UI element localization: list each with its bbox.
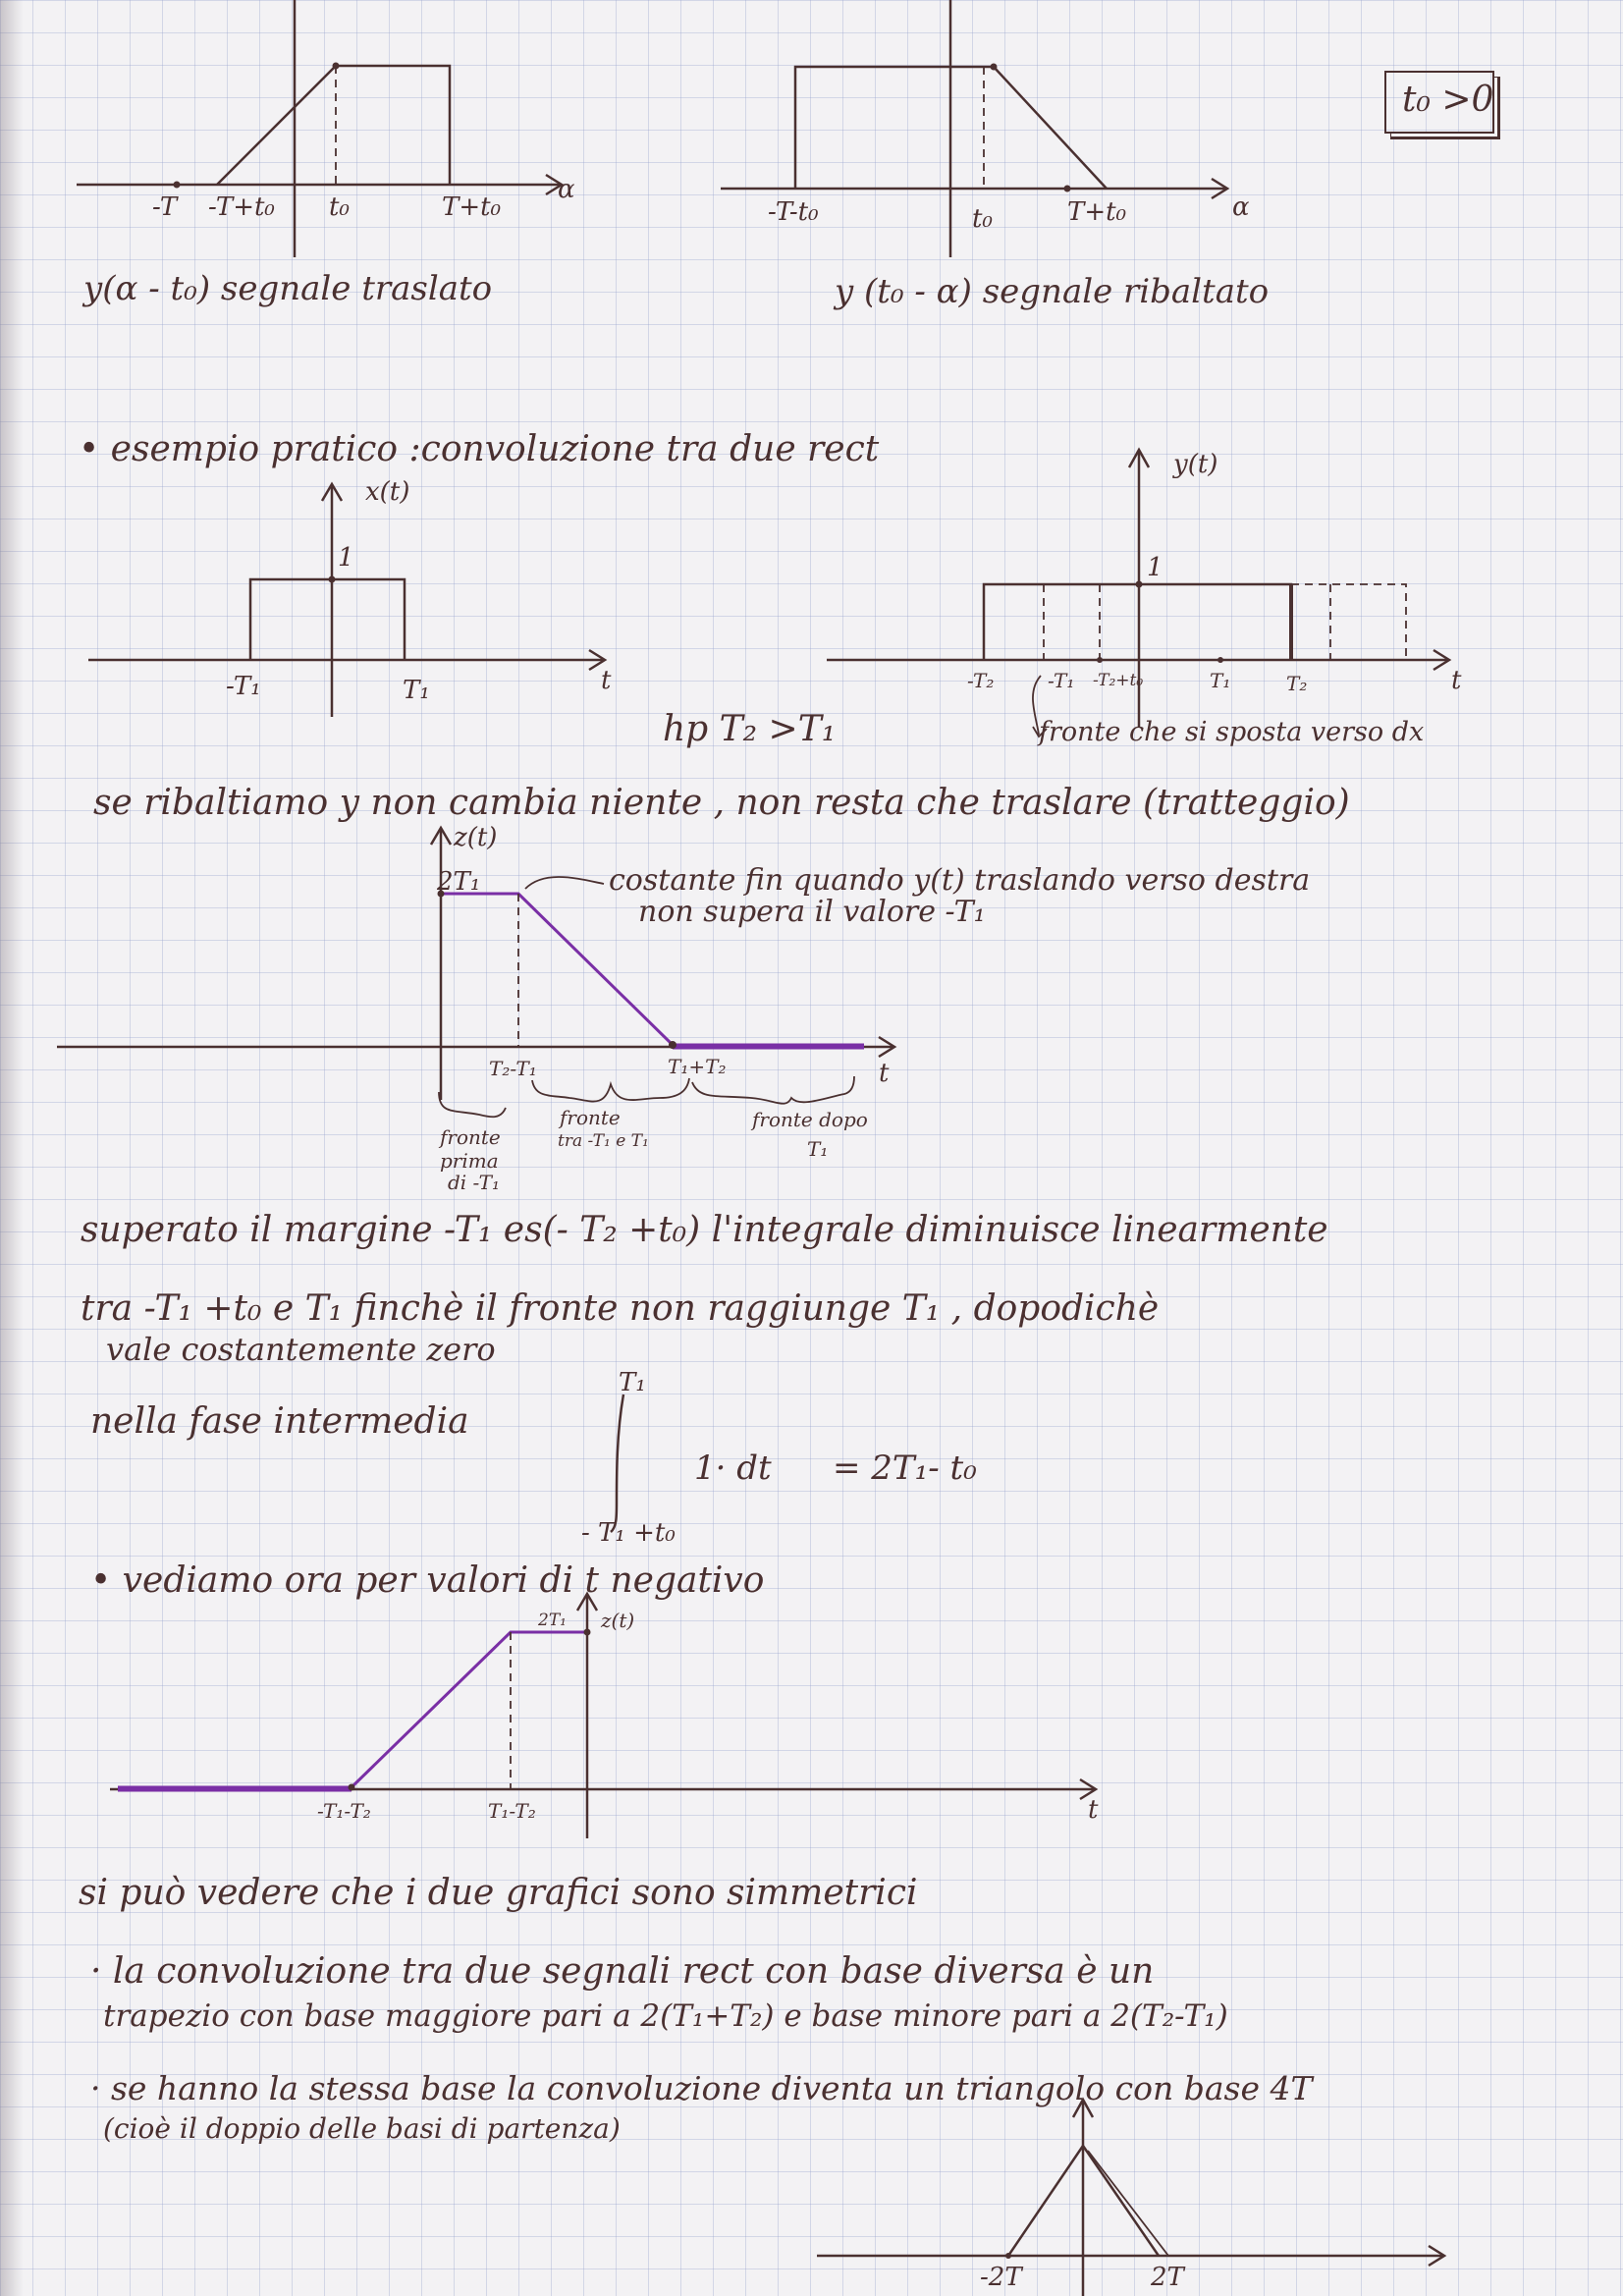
fig5-axis-label: t	[879, 1059, 890, 1088]
fig4-tick-5: T₂	[1286, 672, 1308, 695]
line-vale: vale costantemente zero	[106, 1331, 496, 1368]
fig5-brace1-line2: prima	[440, 1149, 499, 1173]
fig3-tick-2: T₁	[403, 676, 430, 705]
example-title: • esempio pratico :convoluzione tra due rect	[79, 429, 880, 469]
integral-upper: T₁	[619, 1368, 646, 1397]
fig4-tick-4: T₁	[1210, 669, 1231, 692]
integral-result: = 2T₁- t₀	[833, 1449, 977, 1488]
fig1-caption: y(α - t₀) segnale traslato	[83, 269, 493, 308]
fig4-tick-3: -T₂+t₀	[1093, 671, 1144, 690]
fig2-tick-1: -T-t₀	[768, 197, 819, 227]
line-convoluzione-2: trapezio con base maggiore pari a 2(T₁+T₂) e base minore pari a 2(T₂-T₁)	[103, 1998, 1228, 2034]
fig6-level: 2T₁	[538, 1611, 567, 1630]
integral-lower: - T₁ +t₀	[581, 1518, 676, 1548]
fig1-tick-2: -T+t₀	[208, 192, 275, 222]
line-stessa-1: · se hanno la stessa base la convoluzione diventa un triangolo con base 4T	[90, 2069, 1313, 2107]
line-ribaltiamo: se ribaltiamo y non cambia niente , non resta che traslare (tratteggio)	[93, 783, 1350, 823]
line-vediamo: • vediamo ora per valori di t negativo	[90, 1560, 765, 1601]
fig6-axis-label: t	[1088, 1795, 1099, 1825]
fig5-brace2-line2: tra -T₁ e T₁	[558, 1131, 649, 1151]
fig7-tick-1: -2T	[980, 2263, 1022, 2292]
fig5-brace3-line2: T₁	[807, 1137, 829, 1161]
hypothesis: hp T₂ >T₁	[663, 709, 837, 749]
condition-label: t₀ >0	[1402, 80, 1494, 120]
fig5-annotation-2: non supera il valore -T₁	[638, 895, 986, 929]
fig1-tick-1: -T	[152, 192, 178, 222]
fig3-tick-1: -T₁	[226, 672, 261, 701]
fig7-tick-2: 2T	[1151, 2263, 1184, 2292]
fig6-ylabel: z(t)	[601, 1609, 635, 1632]
line-fase: nella fase intermedia	[90, 1401, 469, 1442]
fig5-level: 2T₁	[437, 867, 481, 897]
fig1-tick-3: t₀	[329, 192, 350, 222]
fig2-tick-2: t₀	[972, 204, 993, 234]
fig3-level: 1	[338, 543, 354, 573]
line-convoluzione-1: · la convoluzione tra due segnali rect con base diversa è un	[90, 1951, 1155, 1992]
fig4-tick-1: -T₂	[967, 669, 995, 692]
fig5-brace1-line1: fronte	[440, 1125, 501, 1149]
fig5-brace3-line1: fronte dopo	[752, 1108, 868, 1131]
line-tra: tra -T₁ +t₀ e T₁ finchè il fronte non raggiunge T₁ , dopodichè	[81, 1288, 1160, 1329]
fig5-annotation-1: costante fin quando y(t) traslando verso destra	[609, 863, 1311, 898]
fig5-tick-1: T₂-T₁	[489, 1057, 537, 1080]
fig4-axis-label: t	[1451, 666, 1462, 695]
fig4-ylabel: y(t)	[1173, 450, 1218, 479]
fig1-axis-label: α	[558, 175, 575, 204]
integral-integrand: 1· dt	[694, 1449, 772, 1488]
fig6-tick-1: -T₁-T₂	[317, 1799, 371, 1823]
fig5-tick-2: T₁+T₂	[668, 1055, 727, 1078]
line-simmetrici: si può vedere che i due grafici sono simmetrici	[79, 1873, 918, 1913]
fig1-tick-4: T+t₀	[442, 192, 501, 222]
fig5-ylabel: z(t)	[454, 823, 498, 852]
fig6-tick-2: T₁-T₂	[488, 1799, 536, 1823]
fig4-annotation: fronte che si sposta verso dx	[1039, 717, 1425, 747]
fig5-brace1-line3: di -T₁	[448, 1171, 500, 1194]
fig5-brace2-line1: fronte	[560, 1106, 621, 1129]
fig4-level: 1	[1147, 553, 1163, 582]
fig2-caption: y (t₀ - α) segnale ribaltato	[835, 272, 1270, 311]
fig3-ylabel: x(t)	[365, 477, 410, 507]
fig3-axis-label: t	[601, 666, 612, 695]
fig2-axis-label: α	[1232, 192, 1250, 222]
fig2-tick-3: T+t₀	[1067, 197, 1126, 227]
line-stessa-2: (cioè il doppio delle basi di partenza)	[103, 2112, 621, 2145]
fig4-tick-2: -T₁	[1048, 669, 1075, 692]
line-superato: superato il margine -T₁ es(- T₂ +t₀) l'integrale diminuisce linearmente	[81, 1210, 1328, 1250]
